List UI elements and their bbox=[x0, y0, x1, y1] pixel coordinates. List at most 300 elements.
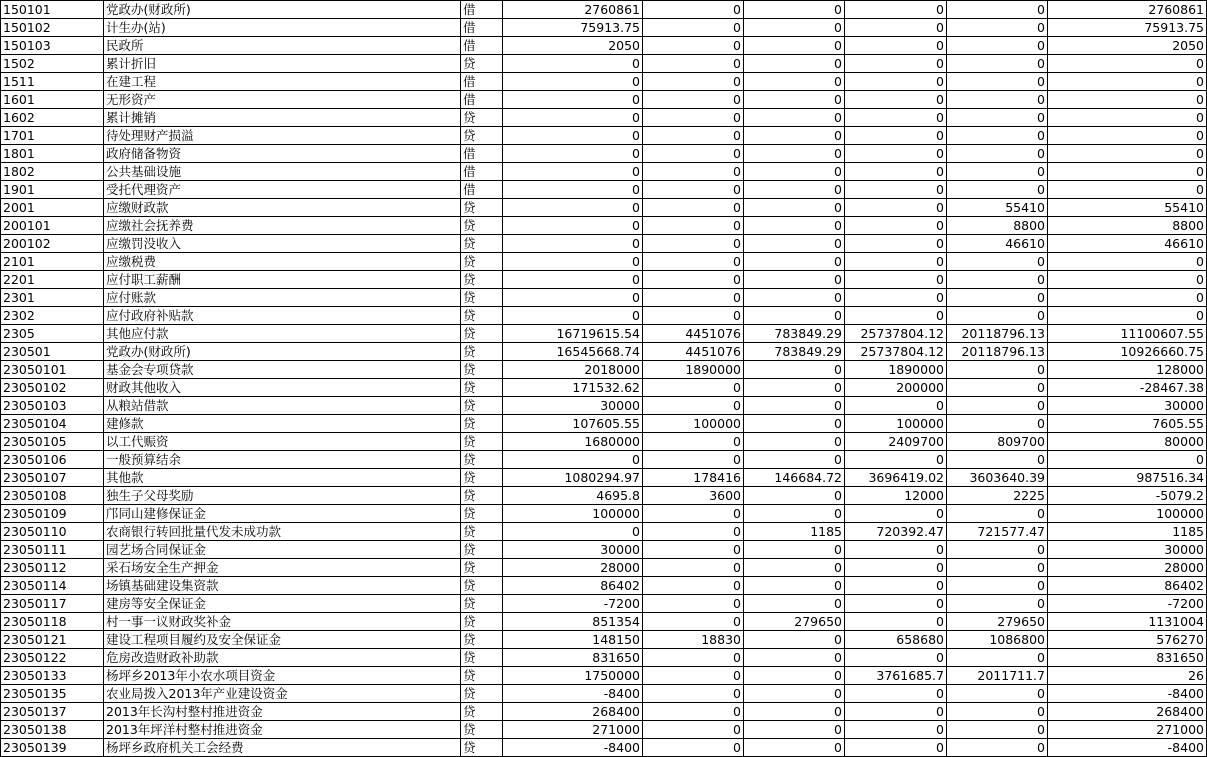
cell-period-credit[interactable]: 0 bbox=[947, 1, 1048, 19]
cell-col-credit[interactable]: 0 bbox=[744, 667, 845, 685]
cell-account-code[interactable]: 23050102 bbox=[1, 379, 104, 397]
cell-col-debit[interactable]: 0 bbox=[643, 451, 744, 469]
cell-debit-credit[interactable]: 贷 bbox=[461, 199, 503, 217]
cell-col-debit[interactable]: 0 bbox=[643, 667, 744, 685]
cell-opening-balance[interactable]: 1750000 bbox=[503, 667, 643, 685]
cell-debit-credit[interactable]: 贷 bbox=[461, 577, 503, 595]
cell-period-credit[interactable]: 0 bbox=[947, 397, 1048, 415]
cell-col-credit[interactable]: 0 bbox=[744, 271, 845, 289]
cell-opening-balance[interactable]: 171532.62 bbox=[503, 379, 643, 397]
cell-col-debit[interactable]: 0 bbox=[643, 235, 744, 253]
cell-debit-credit[interactable]: 贷 bbox=[461, 523, 503, 541]
cell-account-code[interactable]: 23050133 bbox=[1, 667, 104, 685]
cell-account-name[interactable]: 待处理财产损溢 bbox=[104, 127, 461, 145]
cell-debit-credit[interactable]: 贷 bbox=[461, 505, 503, 523]
cell-period-debit[interactable]: 0 bbox=[845, 163, 947, 181]
cell-col-credit[interactable]: 0 bbox=[744, 1, 845, 19]
cell-col-debit[interactable]: 0 bbox=[643, 739, 744, 757]
cell-period-credit[interactable]: 0 bbox=[947, 109, 1048, 127]
cell-col-credit[interactable]: 0 bbox=[744, 397, 845, 415]
cell-col-credit[interactable]: 0 bbox=[744, 199, 845, 217]
cell-opening-balance[interactable]: 2018000 bbox=[503, 361, 643, 379]
cell-period-credit[interactable]: 0 bbox=[947, 721, 1048, 739]
cell-period-debit[interactable]: 0 bbox=[845, 541, 947, 559]
cell-account-code[interactable]: 23050122 bbox=[1, 649, 104, 667]
cell-opening-balance[interactable]: 2760861 bbox=[503, 1, 643, 19]
cell-opening-balance[interactable]: 0 bbox=[503, 199, 643, 217]
cell-col-credit[interactable]: 0 bbox=[744, 703, 845, 721]
cell-period-credit[interactable]: 0 bbox=[947, 541, 1048, 559]
cell-col-credit[interactable]: 0 bbox=[744, 685, 845, 703]
cell-debit-credit[interactable]: 贷 bbox=[461, 253, 503, 271]
cell-closing-balance[interactable]: 10926660.75 bbox=[1048, 343, 1207, 361]
cell-account-code[interactable]: 200102 bbox=[1, 235, 104, 253]
cell-closing-balance[interactable]: 2760861 bbox=[1048, 1, 1207, 19]
cell-col-credit[interactable]: 0 bbox=[744, 19, 845, 37]
cell-opening-balance[interactable]: 0 bbox=[503, 235, 643, 253]
cell-account-name[interactable]: 独生子父母奖励 bbox=[104, 487, 461, 505]
cell-col-credit[interactable]: 0 bbox=[744, 109, 845, 127]
cell-account-name[interactable]: 2013年长沟村整村推进资金 bbox=[104, 703, 461, 721]
cell-period-debit[interactable]: 0 bbox=[845, 145, 947, 163]
cell-account-code[interactable]: 23050101 bbox=[1, 361, 104, 379]
cell-account-code[interactable]: 1502 bbox=[1, 55, 104, 73]
cell-period-debit[interactable]: 25737804.12 bbox=[845, 343, 947, 361]
cell-opening-balance[interactable]: 107605.55 bbox=[503, 415, 643, 433]
cell-account-name[interactable]: 园艺场合同保证金 bbox=[104, 541, 461, 559]
cell-col-debit[interactable]: 0 bbox=[643, 217, 744, 235]
cell-period-credit[interactable]: 0 bbox=[947, 415, 1048, 433]
cell-col-debit[interactable]: 0 bbox=[643, 379, 744, 397]
cell-account-name[interactable]: 基金会专项贷款 bbox=[104, 361, 461, 379]
cell-period-debit[interactable]: 100000 bbox=[845, 415, 947, 433]
cell-col-credit[interactable]: 0 bbox=[744, 37, 845, 55]
cell-col-debit[interactable]: 4451076 bbox=[643, 325, 744, 343]
cell-account-code[interactable]: 2301 bbox=[1, 289, 104, 307]
cell-period-debit[interactable]: 0 bbox=[845, 613, 947, 631]
cell-closing-balance[interactable]: 0 bbox=[1048, 91, 1207, 109]
cell-debit-credit[interactable]: 贷 bbox=[461, 325, 503, 343]
cell-col-debit[interactable]: 0 bbox=[643, 253, 744, 271]
cell-col-credit[interactable]: 0 bbox=[744, 487, 845, 505]
cell-debit-credit[interactable]: 贷 bbox=[461, 541, 503, 559]
cell-period-debit[interactable]: 0 bbox=[845, 739, 947, 757]
cell-opening-balance[interactable]: 0 bbox=[503, 109, 643, 127]
cell-account-code[interactable]: 23050137 bbox=[1, 703, 104, 721]
cell-col-credit[interactable]: 0 bbox=[744, 73, 845, 91]
cell-period-credit[interactable]: 0 bbox=[947, 37, 1048, 55]
cell-account-name[interactable]: 村一事一议财政奖补金 bbox=[104, 613, 461, 631]
cell-account-name[interactable]: 应缴罚没收入 bbox=[104, 235, 461, 253]
cell-period-credit[interactable]: 1086800 bbox=[947, 631, 1048, 649]
cell-col-debit[interactable]: 3600 bbox=[643, 487, 744, 505]
cell-col-credit[interactable]: 0 bbox=[744, 217, 845, 235]
cell-period-credit[interactable]: 0 bbox=[947, 577, 1048, 595]
cell-col-debit[interactable]: 0 bbox=[643, 271, 744, 289]
cell-opening-balance[interactable]: 30000 bbox=[503, 541, 643, 559]
cell-opening-balance[interactable]: 30000 bbox=[503, 397, 643, 415]
cell-col-credit[interactable]: 0 bbox=[744, 55, 845, 73]
cell-opening-balance[interactable]: -7200 bbox=[503, 595, 643, 613]
cell-period-debit[interactable]: 0 bbox=[845, 109, 947, 127]
cell-opening-balance[interactable]: 2050 bbox=[503, 37, 643, 55]
cell-col-debit[interactable]: 0 bbox=[643, 559, 744, 577]
cell-col-credit[interactable]: 0 bbox=[744, 127, 845, 145]
cell-closing-balance[interactable]: 271000 bbox=[1048, 721, 1207, 739]
cell-col-debit[interactable]: 0 bbox=[643, 505, 744, 523]
cell-opening-balance[interactable]: 0 bbox=[503, 217, 643, 235]
cell-closing-balance[interactable]: 0 bbox=[1048, 109, 1207, 127]
cell-account-code[interactable]: 23050111 bbox=[1, 541, 104, 559]
cell-debit-credit[interactable]: 贷 bbox=[461, 703, 503, 721]
cell-col-credit[interactable]: 0 bbox=[744, 577, 845, 595]
cell-account-code[interactable]: 23050112 bbox=[1, 559, 104, 577]
cell-col-debit[interactable]: 0 bbox=[643, 649, 744, 667]
cell-account-code[interactable]: 23050106 bbox=[1, 451, 104, 469]
cell-closing-balance[interactable]: 0 bbox=[1048, 55, 1207, 73]
cell-col-credit[interactable]: 0 bbox=[744, 91, 845, 109]
cell-col-debit[interactable]: 0 bbox=[643, 37, 744, 55]
cell-col-debit[interactable]: 0 bbox=[643, 145, 744, 163]
cell-debit-credit[interactable]: 贷 bbox=[461, 307, 503, 325]
cell-opening-balance[interactable]: 0 bbox=[503, 55, 643, 73]
cell-debit-credit[interactable]: 贷 bbox=[461, 127, 503, 145]
cell-col-debit[interactable]: 0 bbox=[643, 307, 744, 325]
cell-period-credit[interactable]: 0 bbox=[947, 451, 1048, 469]
cell-col-debit[interactable]: 0 bbox=[643, 685, 744, 703]
cell-account-code[interactable]: 23050105 bbox=[1, 433, 104, 451]
cell-opening-balance[interactable]: 0 bbox=[503, 523, 643, 541]
cell-col-credit[interactable]: 0 bbox=[744, 181, 845, 199]
cell-col-debit[interactable]: 1890000 bbox=[643, 361, 744, 379]
cell-period-debit[interactable]: 12000 bbox=[845, 487, 947, 505]
cell-period-debit[interactable]: 2409700 bbox=[845, 433, 947, 451]
cell-debit-credit[interactable]: 贷 bbox=[461, 271, 503, 289]
cell-account-name[interactable]: 杨坪乡政府机关工会经费 bbox=[104, 739, 461, 757]
cell-debit-credit[interactable]: 贷 bbox=[461, 739, 503, 757]
cell-account-name[interactable]: 计生办(站) bbox=[104, 19, 461, 37]
cell-account-name[interactable]: 应付账款 bbox=[104, 289, 461, 307]
cell-account-code[interactable]: 23050110 bbox=[1, 523, 104, 541]
cell-account-name[interactable]: 民政所 bbox=[104, 37, 461, 55]
cell-account-code[interactable]: 150102 bbox=[1, 19, 104, 37]
cell-debit-credit[interactable]: 贷 bbox=[461, 721, 503, 739]
cell-period-credit[interactable]: 721577.47 bbox=[947, 523, 1048, 541]
cell-debit-credit[interactable]: 贷 bbox=[461, 235, 503, 253]
cell-debit-credit[interactable]: 借 bbox=[461, 1, 503, 19]
cell-account-code[interactable]: 23050108 bbox=[1, 487, 104, 505]
cell-period-debit[interactable]: 0 bbox=[845, 19, 947, 37]
cell-closing-balance[interactable]: 0 bbox=[1048, 73, 1207, 91]
cell-col-credit[interactable]: 0 bbox=[744, 595, 845, 613]
cell-debit-credit[interactable]: 贷 bbox=[461, 343, 503, 361]
cell-period-debit[interactable]: 0 bbox=[845, 451, 947, 469]
cell-col-credit[interactable]: 783849.29 bbox=[744, 343, 845, 361]
cell-opening-balance[interactable]: 0 bbox=[503, 145, 643, 163]
cell-account-name[interactable]: 财政其他收入 bbox=[104, 379, 461, 397]
cell-account-name[interactable]: 农业局拨入2013年产业建设资金 bbox=[104, 685, 461, 703]
cell-col-credit[interactable]: 0 bbox=[744, 361, 845, 379]
cell-period-credit[interactable]: 2225 bbox=[947, 487, 1048, 505]
cell-account-code[interactable]: 23050109 bbox=[1, 505, 104, 523]
cell-opening-balance[interactable]: 0 bbox=[503, 253, 643, 271]
cell-debit-credit[interactable]: 贷 bbox=[461, 397, 503, 415]
cell-period-credit[interactable]: 3603640.39 bbox=[947, 469, 1048, 487]
cell-closing-balance[interactable]: 7605.55 bbox=[1048, 415, 1207, 433]
cell-account-code[interactable]: 1511 bbox=[1, 73, 104, 91]
cell-closing-balance[interactable]: 128000 bbox=[1048, 361, 1207, 379]
cell-account-code[interactable]: 23050139 bbox=[1, 739, 104, 757]
cell-debit-credit[interactable]: 贷 bbox=[461, 451, 503, 469]
cell-opening-balance[interactable]: 851354 bbox=[503, 613, 643, 631]
cell-closing-balance[interactable]: 0 bbox=[1048, 307, 1207, 325]
cell-debit-credit[interactable]: 贷 bbox=[461, 289, 503, 307]
cell-col-debit[interactable]: 0 bbox=[643, 163, 744, 181]
cell-opening-balance[interactable]: 148150 bbox=[503, 631, 643, 649]
cell-opening-balance[interactable]: 1680000 bbox=[503, 433, 643, 451]
cell-closing-balance[interactable]: 30000 bbox=[1048, 541, 1207, 559]
cell-period-debit[interactable]: 0 bbox=[845, 37, 947, 55]
cell-period-debit[interactable]: 0 bbox=[845, 271, 947, 289]
cell-period-debit[interactable]: 658680 bbox=[845, 631, 947, 649]
cell-period-debit[interactable]: 0 bbox=[845, 289, 947, 307]
cell-debit-credit[interactable]: 贷 bbox=[461, 559, 503, 577]
cell-opening-balance[interactable]: 0 bbox=[503, 163, 643, 181]
cell-account-name[interactable]: 公共基础设施 bbox=[104, 163, 461, 181]
cell-debit-credit[interactable]: 贷 bbox=[461, 487, 503, 505]
cell-opening-balance[interactable]: 0 bbox=[503, 307, 643, 325]
cell-closing-balance[interactable]: 26 bbox=[1048, 667, 1207, 685]
cell-account-name[interactable]: 场镇基础建设集资款 bbox=[104, 577, 461, 595]
cell-col-debit[interactable]: 0 bbox=[643, 289, 744, 307]
cell-opening-balance[interactable]: 271000 bbox=[503, 721, 643, 739]
cell-opening-balance[interactable]: 100000 bbox=[503, 505, 643, 523]
cell-account-name[interactable]: 杨坪乡2013年小农水项目资金 bbox=[104, 667, 461, 685]
cell-period-debit[interactable]: 3761685.7 bbox=[845, 667, 947, 685]
cell-col-credit[interactable]: 0 bbox=[744, 559, 845, 577]
cell-opening-balance[interactable]: 0 bbox=[503, 289, 643, 307]
cell-period-debit[interactable]: 0 bbox=[845, 721, 947, 739]
cell-opening-balance[interactable]: 0 bbox=[503, 451, 643, 469]
cell-period-credit[interactable]: 0 bbox=[947, 127, 1048, 145]
cell-period-debit[interactable]: 1890000 bbox=[845, 361, 947, 379]
cell-col-debit[interactable]: 0 bbox=[643, 595, 744, 613]
cell-account-name[interactable]: 党政办(财政所) bbox=[104, 343, 461, 361]
cell-period-credit[interactable]: 0 bbox=[947, 505, 1048, 523]
cell-col-debit[interactable]: 0 bbox=[643, 1, 744, 19]
cell-debit-credit[interactable]: 贷 bbox=[461, 667, 503, 685]
cell-col-debit[interactable]: 0 bbox=[643, 73, 744, 91]
cell-col-debit[interactable]: 4451076 bbox=[643, 343, 744, 361]
cell-period-credit[interactable]: 0 bbox=[947, 685, 1048, 703]
cell-period-credit[interactable]: 0 bbox=[947, 253, 1048, 271]
cell-account-code[interactable]: 1901 bbox=[1, 181, 104, 199]
cell-debit-credit[interactable]: 贷 bbox=[461, 469, 503, 487]
cell-col-credit[interactable]: 0 bbox=[744, 253, 845, 271]
cell-period-credit[interactable]: 2011711.7 bbox=[947, 667, 1048, 685]
cell-closing-balance[interactable]: 80000 bbox=[1048, 433, 1207, 451]
cell-closing-balance[interactable]: 831650 bbox=[1048, 649, 1207, 667]
cell-account-code[interactable]: 23050117 bbox=[1, 595, 104, 613]
cell-closing-balance[interactable]: 0 bbox=[1048, 181, 1207, 199]
cell-account-code[interactable]: 23050118 bbox=[1, 613, 104, 631]
cell-account-code[interactable]: 23050121 bbox=[1, 631, 104, 649]
cell-account-name[interactable]: 累计折旧 bbox=[104, 55, 461, 73]
cell-col-credit[interactable]: 0 bbox=[744, 649, 845, 667]
cell-opening-balance[interactable]: 86402 bbox=[503, 577, 643, 595]
cell-account-name[interactable]: 2013年坪洋村整村推进资金 bbox=[104, 721, 461, 739]
cell-closing-balance[interactable]: 0 bbox=[1048, 127, 1207, 145]
cell-period-credit[interactable]: 0 bbox=[947, 649, 1048, 667]
cell-account-name[interactable]: 应缴财政款 bbox=[104, 199, 461, 217]
cell-closing-balance[interactable]: 0 bbox=[1048, 253, 1207, 271]
cell-opening-balance[interactable]: 28000 bbox=[503, 559, 643, 577]
cell-debit-credit[interactable]: 贷 bbox=[461, 361, 503, 379]
cell-period-debit[interactable]: 0 bbox=[845, 685, 947, 703]
cell-closing-balance[interactable]: 2050 bbox=[1048, 37, 1207, 55]
cell-period-credit[interactable]: 46610 bbox=[947, 235, 1048, 253]
cell-col-debit[interactable]: 0 bbox=[643, 523, 744, 541]
cell-closing-balance[interactable]: -5079.2 bbox=[1048, 487, 1207, 505]
cell-account-code[interactable]: 2302 bbox=[1, 307, 104, 325]
cell-closing-balance[interactable]: -28467.38 bbox=[1048, 379, 1207, 397]
cell-account-code[interactable]: 23050107 bbox=[1, 469, 104, 487]
cell-account-name[interactable]: 从粮站借款 bbox=[104, 397, 461, 415]
cell-period-debit[interactable]: 0 bbox=[845, 73, 947, 91]
cell-col-debit[interactable]: 0 bbox=[643, 109, 744, 127]
cell-account-code[interactable]: 200101 bbox=[1, 217, 104, 235]
cell-debit-credit[interactable]: 贷 bbox=[461, 217, 503, 235]
cell-opening-balance[interactable]: -8400 bbox=[503, 739, 643, 757]
cell-period-credit[interactable]: 0 bbox=[947, 289, 1048, 307]
cell-debit-credit[interactable]: 借 bbox=[461, 37, 503, 55]
cell-period-credit[interactable]: 0 bbox=[947, 91, 1048, 109]
cell-account-code[interactable]: 23050135 bbox=[1, 685, 104, 703]
cell-account-code[interactable]: 2201 bbox=[1, 271, 104, 289]
cell-period-debit[interactable]: 0 bbox=[845, 1, 947, 19]
cell-opening-balance[interactable]: 0 bbox=[503, 181, 643, 199]
cell-col-debit[interactable]: 0 bbox=[643, 55, 744, 73]
cell-debit-credit[interactable]: 贷 bbox=[461, 55, 503, 73]
cell-period-debit[interactable]: 0 bbox=[845, 577, 947, 595]
cell-debit-credit[interactable]: 借 bbox=[461, 163, 503, 181]
cell-col-debit[interactable]: 0 bbox=[643, 19, 744, 37]
cell-debit-credit[interactable]: 贷 bbox=[461, 613, 503, 631]
cell-closing-balance[interactable]: 8800 bbox=[1048, 217, 1207, 235]
cell-account-name[interactable]: 危房改造财政补助款 bbox=[104, 649, 461, 667]
cell-period-credit[interactable]: 20118796.13 bbox=[947, 343, 1048, 361]
cell-account-name[interactable]: 其他款 bbox=[104, 469, 461, 487]
cell-debit-credit[interactable]: 贷 bbox=[461, 109, 503, 127]
cell-debit-credit[interactable]: 贷 bbox=[461, 433, 503, 451]
cell-debit-credit[interactable]: 贷 bbox=[461, 631, 503, 649]
cell-col-credit[interactable]: 146684.72 bbox=[744, 469, 845, 487]
cell-account-code[interactable]: 2305 bbox=[1, 325, 104, 343]
cell-closing-balance[interactable]: -7200 bbox=[1048, 595, 1207, 613]
cell-account-name[interactable]: 建房等安全保证金 bbox=[104, 595, 461, 613]
cell-period-credit[interactable]: 0 bbox=[947, 55, 1048, 73]
cell-col-debit[interactable]: 0 bbox=[643, 181, 744, 199]
cell-period-debit[interactable]: 0 bbox=[845, 235, 947, 253]
cell-col-credit[interactable]: 0 bbox=[744, 415, 845, 433]
cell-period-credit[interactable]: 8800 bbox=[947, 217, 1048, 235]
cell-col-credit[interactable]: 0 bbox=[744, 163, 845, 181]
cell-period-debit[interactable]: 0 bbox=[845, 199, 947, 217]
cell-col-credit[interactable]: 0 bbox=[744, 451, 845, 469]
cell-closing-balance[interactable]: 987516.34 bbox=[1048, 469, 1207, 487]
cell-col-debit[interactable]: 178416 bbox=[643, 469, 744, 487]
cell-account-code[interactable]: 2101 bbox=[1, 253, 104, 271]
cell-period-credit[interactable]: 0 bbox=[947, 73, 1048, 91]
cell-account-code[interactable]: 2001 bbox=[1, 199, 104, 217]
cell-account-name[interactable]: 应付政府补贴款 bbox=[104, 307, 461, 325]
cell-period-debit[interactable]: 0 bbox=[845, 253, 947, 271]
cell-account-name[interactable]: 应缴社会抚养费 bbox=[104, 217, 461, 235]
cell-period-credit[interactable]: 0 bbox=[947, 379, 1048, 397]
cell-period-credit[interactable]: 0 bbox=[947, 19, 1048, 37]
cell-col-credit[interactable]: 1185 bbox=[744, 523, 845, 541]
cell-debit-credit[interactable]: 借 bbox=[461, 181, 503, 199]
cell-account-code[interactable]: 150103 bbox=[1, 37, 104, 55]
cell-col-credit[interactable]: 0 bbox=[744, 235, 845, 253]
cell-period-credit[interactable]: 0 bbox=[947, 739, 1048, 757]
cell-closing-balance[interactable]: 28000 bbox=[1048, 559, 1207, 577]
cell-closing-balance[interactable]: -8400 bbox=[1048, 739, 1207, 757]
cell-account-name[interactable]: 在建工程 bbox=[104, 73, 461, 91]
cell-opening-balance[interactable]: -8400 bbox=[503, 685, 643, 703]
cell-closing-balance[interactable]: 100000 bbox=[1048, 505, 1207, 523]
cell-debit-credit[interactable]: 贷 bbox=[461, 379, 503, 397]
cell-col-debit[interactable]: 18830 bbox=[643, 631, 744, 649]
cell-closing-balance[interactable]: 30000 bbox=[1048, 397, 1207, 415]
cell-closing-balance[interactable]: 1131004 bbox=[1048, 613, 1207, 631]
cell-debit-credit[interactable]: 借 bbox=[461, 19, 503, 37]
cell-col-debit[interactable]: 0 bbox=[643, 613, 744, 631]
cell-col-credit[interactable]: 279650 bbox=[744, 613, 845, 631]
cell-period-credit[interactable]: 0 bbox=[947, 703, 1048, 721]
cell-period-debit[interactable]: 0 bbox=[845, 703, 947, 721]
cell-period-debit[interactable]: 0 bbox=[845, 595, 947, 613]
cell-account-code[interactable]: 23050104 bbox=[1, 415, 104, 433]
cell-period-debit[interactable]: 0 bbox=[845, 559, 947, 577]
cell-closing-balance[interactable]: 0 bbox=[1048, 145, 1207, 163]
cell-account-code[interactable]: 1701 bbox=[1, 127, 104, 145]
cell-account-name[interactable]: 无形资产 bbox=[104, 91, 461, 109]
cell-col-credit[interactable]: 0 bbox=[744, 379, 845, 397]
cell-period-credit[interactable]: 0 bbox=[947, 181, 1048, 199]
cell-col-debit[interactable]: 0 bbox=[643, 703, 744, 721]
cell-closing-balance[interactable]: 0 bbox=[1048, 271, 1207, 289]
cell-opening-balance[interactable]: 268400 bbox=[503, 703, 643, 721]
cell-period-credit[interactable]: 0 bbox=[947, 559, 1048, 577]
cell-period-debit[interactable]: 0 bbox=[845, 217, 947, 235]
cell-account-code[interactable]: 23050114 bbox=[1, 577, 104, 595]
cell-debit-credit[interactable]: 贷 bbox=[461, 649, 503, 667]
cell-period-credit[interactable]: 0 bbox=[947, 163, 1048, 181]
cell-col-debit[interactable]: 0 bbox=[643, 541, 744, 559]
cell-account-name[interactable]: 采石场安全生产押金 bbox=[104, 559, 461, 577]
cell-closing-balance[interactable]: 11100607.55 bbox=[1048, 325, 1207, 343]
cell-period-credit[interactable]: 20118796.13 bbox=[947, 325, 1048, 343]
cell-account-code[interactable]: 1602 bbox=[1, 109, 104, 127]
cell-period-credit[interactable]: 0 bbox=[947, 361, 1048, 379]
cell-account-name[interactable]: 应缴税费 bbox=[104, 253, 461, 271]
cell-opening-balance[interactable]: 16719615.54 bbox=[503, 325, 643, 343]
cell-col-debit[interactable]: 100000 bbox=[643, 415, 744, 433]
cell-opening-balance[interactable]: 1080294.97 bbox=[503, 469, 643, 487]
cell-debit-credit[interactable]: 贷 bbox=[461, 685, 503, 703]
cell-opening-balance[interactable]: 0 bbox=[503, 73, 643, 91]
